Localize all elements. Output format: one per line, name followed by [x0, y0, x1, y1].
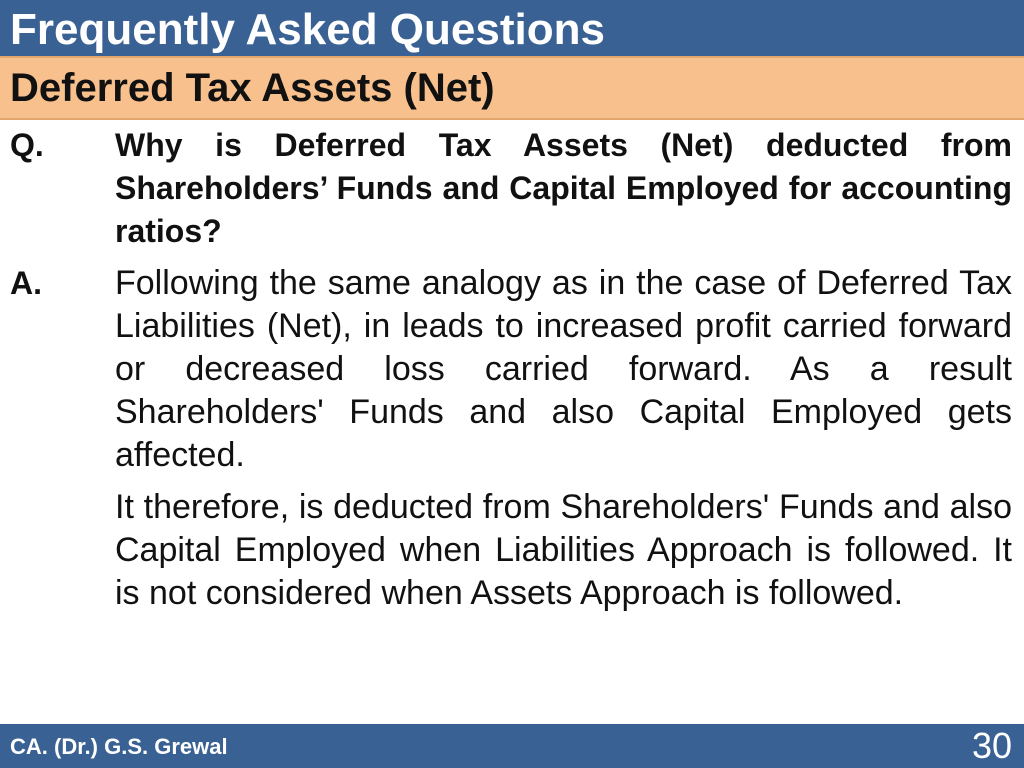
page-number: 30 — [971, 725, 1012, 766]
title-bar — [0, 0, 1024, 56]
author-name: CA. (Dr.) G.S. Grewal — [10, 734, 228, 759]
answer-paragraph-2: It therefore, is deducted from Shareholders' Funds and also Capital Employed when Liabilities Approach is followed. It is not considered when Assets Approach is followed. — [115, 488, 1012, 612]
question-text: Why is Deferred Tax Assets (Net) deducted from Shareholders’ Funds and Capital Employed for accounting ratios? — [115, 127, 1012, 249]
slide-subtitle: Deferred Tax Assets (Net) — [10, 66, 495, 110]
slide-title: Frequently Asked Questions — [10, 5, 605, 54]
answer-marker: A. — [10, 265, 42, 301]
footer-bar — [0, 724, 1024, 768]
subtitle-bar — [0, 56, 1024, 120]
question-marker: Q. — [10, 127, 44, 163]
answer-paragraph-1: Following the same analogy as in the case of Deferred Tax Liabilities (Net), in leads to increased profit carried forward or decreased loss carried forward. As a result Shareholders' Funds and also Capital Employed gets affected. — [115, 264, 1012, 474]
